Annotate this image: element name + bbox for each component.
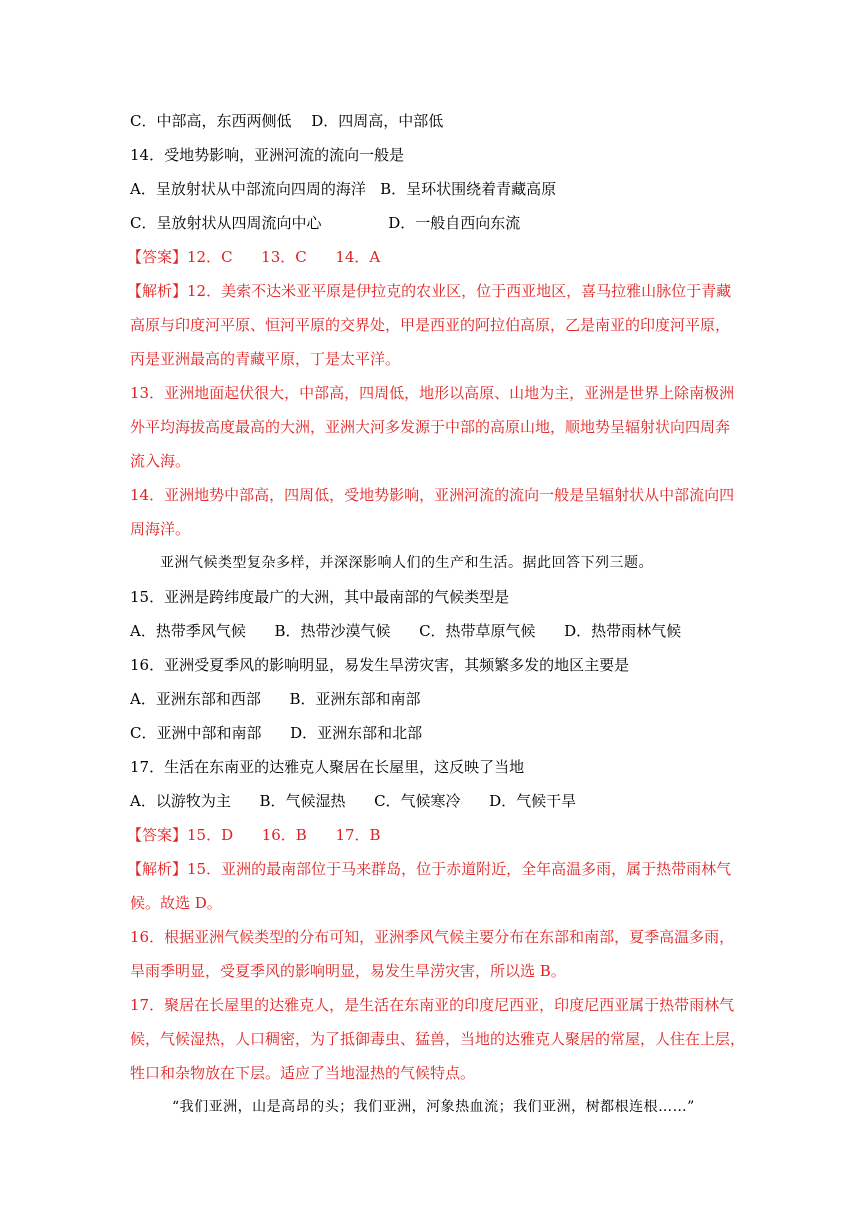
q15-options: A．热带季风气候 B．热带沙漠气候 C．热带草原气候 D．热带雨林气候: [130, 622, 682, 640]
q17-options: A．以游牧为主 B．气候湿热 C．气候寒冷 D．气候干旱: [130, 792, 577, 810]
analysis-line: 周海洋。: [130, 520, 191, 538]
q14-options-cd: C．呈放射状从四周流向中心 D．一般自西向东流: [130, 214, 521, 232]
analysis-line: 13．亚洲地面起伏很大，中部高，四周低，地形以高原、山地为主，亚洲是世界上除南极洲: [130, 384, 735, 402]
analysis-line: 候，气候湿热，人口稠密，为了抵御毒虫、猛兽，当地的达雅克人聚居的常屋，人住在上层，: [130, 1030, 746, 1048]
analysis-line: 候。故选 D。: [130, 894, 222, 912]
q14-options-ab: A．呈放射状从中部流向四周的海洋 B．呈环状围绕着青藏高原: [130, 180, 557, 198]
analysis-line: 14．亚洲地势中部高，四周低，受地势影响，亚洲河流的流向一般是呈辐射状从中部流向四: [130, 486, 735, 504]
analysis-line: 牲口和杂物放在下层。适应了当地湿热的气候特点。: [130, 1064, 476, 1082]
q14-stem: 14．受地势影响，亚洲河流的流向一般是: [130, 146, 405, 164]
q16-options-cd: C．亚洲中部和南部 D．亚洲东部和北部: [130, 724, 423, 742]
q17-stem: 17．生活在东南亚的达雅克人聚居在长屋里，这反映了当地: [130, 758, 525, 776]
intro-paragraph: 亚洲气候类型复杂多样，并深深影响人们的生产和生活。据此回答下列三题。: [160, 555, 653, 571]
q16-stem: 16．亚洲受夏季风的影响明显，易发生旱涝灾害，其频繁多发的地区主要是: [130, 656, 630, 674]
analysis-line: 【解析】12．美索不达米亚平原是伊拉克的农业区，位于西亚地区，喜马拉雅山脉位于青藏: [127, 282, 732, 300]
analysis-line: 【解析】15．亚洲的最南部位于马来群岛，位于赤道附近，全年高温多雨，属于热带雨林气: [127, 860, 732, 878]
analysis-line: 外平均海拔高度最高的大洲，亚洲大河多发源于中部的高原山地，顺地势呈辐射状向四周奔: [130, 418, 731, 436]
analysis-line: 17．聚居在长屋里的达雅克人，是生活在东南亚的印度尼西亚，印度尼西亚属于热带雨林气: [130, 996, 735, 1014]
q16-options-ab: A．亚洲东部和西部 B．亚洲东部和南部: [130, 690, 421, 708]
answer-12-14: 【答案】12．C 13．C 14．A: [127, 248, 381, 266]
answer-15-17: 【答案】15．D 16．B 17．B: [127, 826, 381, 844]
q15-stem: 15．亚洲是跨纬度最广的大洲，其中最南部的气候类型是: [130, 588, 510, 606]
quote-paragraph: “我们亚洲，山是高昂的头；我们亚洲，河象热血流；我们亚洲，树都根连根……”: [172, 1099, 695, 1115]
analysis-line: 高原与印度河平原、恒河平原的交界处，甲是西亚的阿拉伯高原，乙是南亚的印度河平原，: [130, 316, 731, 334]
analysis-line: 流入海。: [130, 452, 191, 470]
analysis-line: 丙是亚洲最高的青藏平原，丁是太平洋。: [130, 350, 401, 368]
q13-options-cd: C．中部高，东西两侧低 D．四周高，中部低: [130, 112, 444, 130]
analysis-line: 旱雨季明显，受夏季风的影响明显，易发生旱涝灾害，所以选 B。: [130, 962, 566, 980]
analysis-line: 16．根据亚洲气候类型的分布可知，亚洲季风气候主要分布在东部和南部，夏季高温多雨，: [130, 928, 735, 946]
